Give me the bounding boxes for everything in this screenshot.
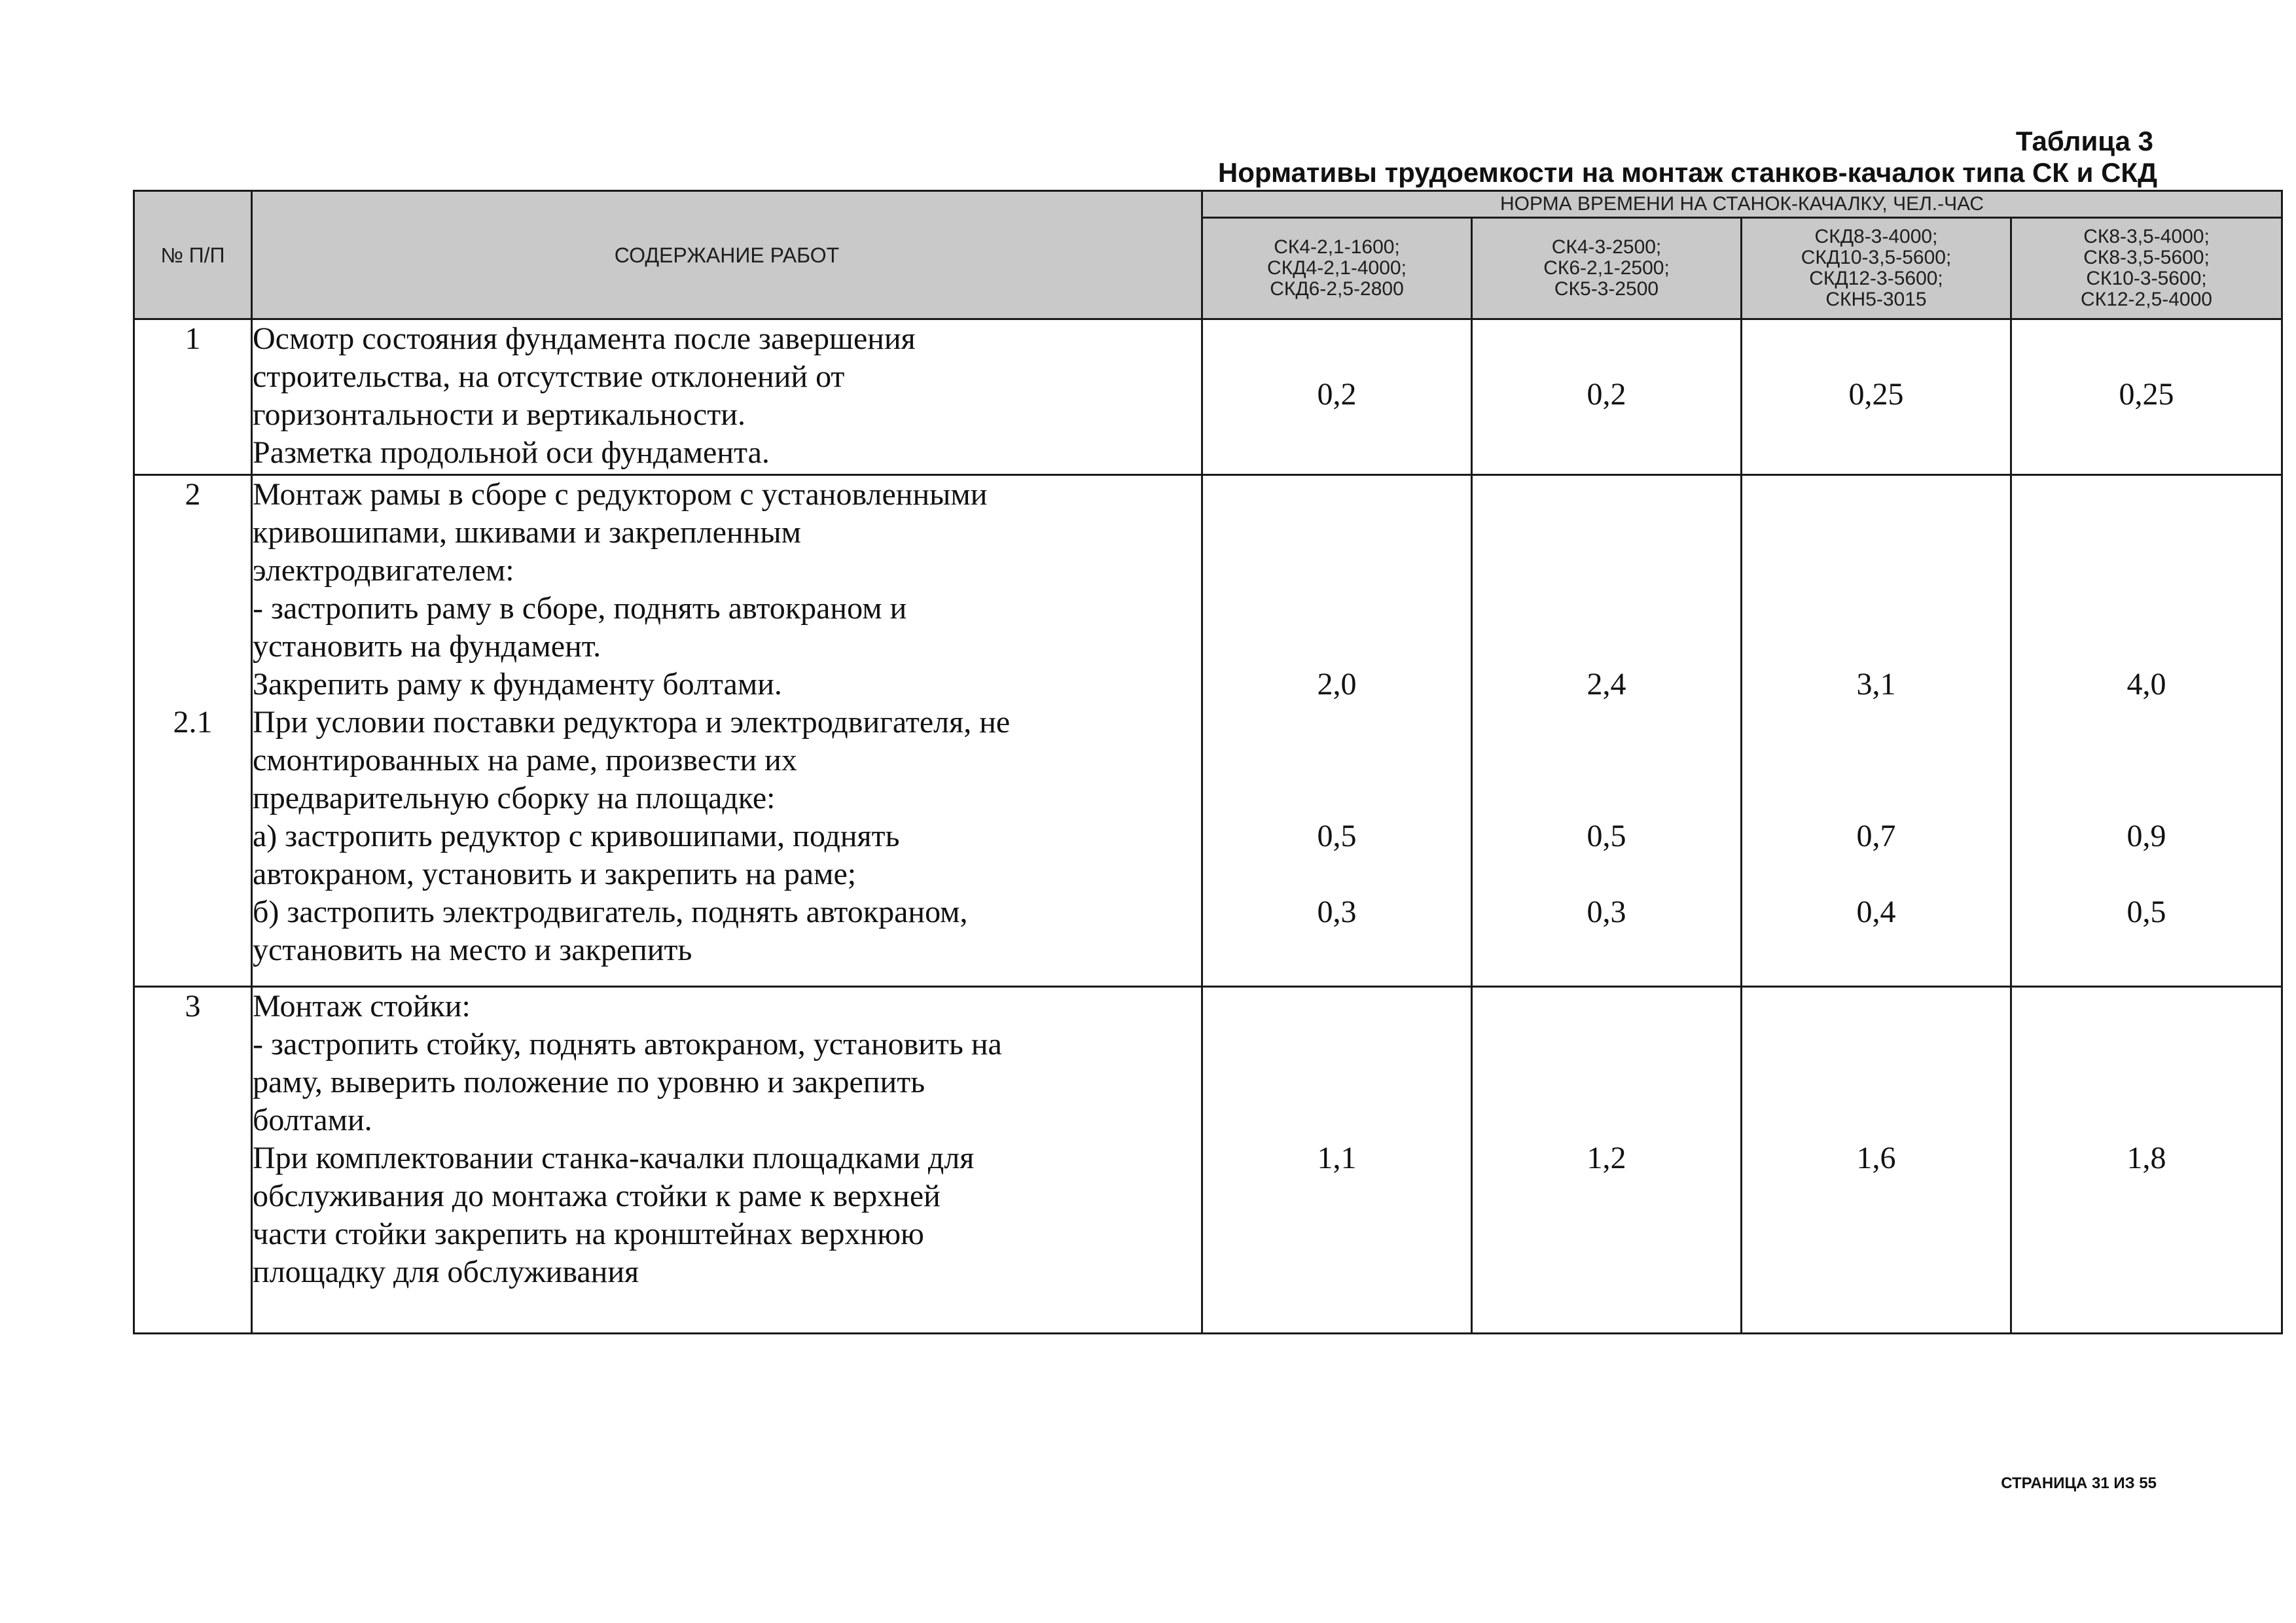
norm-value: 1,1 xyxy=(1202,987,1472,1334)
table-row xyxy=(134,475,2282,987)
work-line: предварительную сборку на площадке: xyxy=(253,781,776,815)
header-col-3-line: СКН5-3015 xyxy=(1825,289,1927,310)
header-col-2-line: СК4-3-2500; xyxy=(1551,236,1662,258)
norm-value: 0,2 xyxy=(1472,319,1742,475)
header-col-4-line: СК10-3-5600; xyxy=(2086,268,2207,289)
header-col-2-line: СК6-2,1-2500; xyxy=(1543,257,1670,279)
work-line: Монтаж рамы в сборе с редуктором с установленными xyxy=(253,477,988,512)
header-col-3 xyxy=(1742,218,2011,319)
header-col-4 xyxy=(2011,218,2282,319)
work-line: а) застропить редуктор с кривошипами, поднять xyxy=(253,819,900,853)
table-title: Нормативы трудоемкости на монтаж станков-качалок типа СК и СКД xyxy=(1217,157,2157,188)
work-line: При комплектовании станка-качалки площадками для xyxy=(253,1141,975,1175)
norm-value-a: 0,5 xyxy=(1317,819,1357,853)
norm-value-b: 0,4 xyxy=(1856,895,1896,929)
work-line: строительства, на отсутствие отклонений от xyxy=(253,359,845,394)
norm-value-a: 0,7 xyxy=(1856,819,1896,853)
work-description xyxy=(252,475,1202,987)
norm-value: 3,1 xyxy=(1856,667,1896,702)
norm-value: 2,0 xyxy=(1317,667,1357,702)
row-number: 1 xyxy=(134,319,252,475)
norm-value: 4,0 xyxy=(2126,667,2166,702)
norm-value-cell xyxy=(1472,475,1742,987)
header-col-1-line: СКД4-2,1-4000; xyxy=(1267,257,1407,279)
work-line: электродвигателем: xyxy=(253,553,514,588)
norm-value: 0,25 xyxy=(2011,319,2282,475)
norm-value-cell xyxy=(1202,475,1472,987)
work-line: части стойки закрепить на кронштейнах верхнюю xyxy=(253,1217,924,1251)
work-line: болтами. xyxy=(253,1103,372,1137)
work-line: Монтаж стойки: xyxy=(253,989,471,1024)
norm-value: 1,6 xyxy=(1742,987,2011,1334)
table-label: Таблица 3 xyxy=(2015,126,2153,156)
work-line: б) застропить электродвигатель, поднять автокраном, xyxy=(253,895,968,929)
row-sub-number: 2.1 xyxy=(173,705,213,740)
header-norm-group: НОРМА ВРЕМЕНИ НА СТАНОК-КАЧАЛКУ, ЧЕЛ.-ЧАС xyxy=(1202,191,2282,218)
header-col-4-line: СК8-3,5-4000; xyxy=(2083,226,2210,247)
norm-value: 2,4 xyxy=(1587,667,1626,702)
norm-value: 1,2 xyxy=(1472,987,1742,1334)
norm-value: 1,8 xyxy=(2011,987,2282,1334)
header-col-1-line: СКД6-2,5-2800 xyxy=(1270,278,1404,300)
norm-value-b: 0,3 xyxy=(1317,895,1357,929)
work-line: Осмотр состояния фундамента после завершения xyxy=(253,321,916,356)
header-col-4-line: СК8-3,5-5600; xyxy=(2083,247,2210,268)
work-line: При условии поставки редуктора и электродвигателя, не xyxy=(253,705,1011,740)
norm-value-cell xyxy=(1742,475,2011,987)
norm-value: 0,25 xyxy=(1742,319,2011,475)
header-col-2 xyxy=(1472,218,1742,319)
norm-value-b: 0,3 xyxy=(1587,895,1626,929)
norm-value-cell xyxy=(2011,475,2282,987)
work-line: смонтированных на раме, произвести их xyxy=(253,743,797,777)
norm-value-a: 0,5 xyxy=(1587,819,1626,853)
work-line: раму, выверить положение по уровню и закрепить xyxy=(253,1065,925,1099)
row-number: 2 xyxy=(185,477,201,512)
work-line: обслуживания до монтажа стойки к раме к верхней xyxy=(253,1179,941,1213)
table-row xyxy=(134,319,2282,475)
header-work: СОДЕРЖАНИЕ РАБОТ xyxy=(252,191,1202,319)
norm-value: 0,2 xyxy=(1202,319,1472,475)
work-line: установить на место и закрепить xyxy=(253,933,692,967)
header-col-2-line: СК5-3-2500 xyxy=(1554,278,1659,300)
work-line: - застропить раму в сборе, поднять автокраном и xyxy=(253,591,907,626)
header-num: № П/П xyxy=(134,191,252,319)
work-description xyxy=(252,319,1202,475)
row-number: 3 xyxy=(134,987,252,1334)
row-number-cell xyxy=(134,475,252,987)
work-line: площадку для обслуживания xyxy=(253,1255,639,1289)
work-line: горизонтальности и вертикальности. xyxy=(253,397,745,432)
page-number: СТРАНИЦА 31 ИЗ 55 xyxy=(2001,1474,2157,1492)
work-description xyxy=(252,987,1202,1334)
work-line: автокраном, установить и закрепить на раме; xyxy=(253,857,857,891)
header-col-1-line: СК4-2,1-1600; xyxy=(1274,236,1400,258)
header-col-3-line: СКД8-3-4000; xyxy=(1814,226,1938,247)
header-col-3-line: СКД10-3,5-5600; xyxy=(1801,247,1952,268)
work-line: установить на фундамент. xyxy=(253,629,601,664)
header-col-4-line: СК12-2,5-4000 xyxy=(2081,289,2212,310)
table-row xyxy=(134,987,2282,1334)
norms-table xyxy=(133,190,2283,1334)
work-line: кривошипами, шкивами и закрепленным xyxy=(253,515,801,550)
work-line: Разметка продольной оси фундамента. xyxy=(253,435,770,470)
work-line: Закрепить раму к фундаменту болтами. xyxy=(253,667,782,702)
norm-value-b: 0,5 xyxy=(2126,895,2166,929)
header-col-3-line: СКД12-3-5600; xyxy=(1809,268,1943,289)
norm-value-a: 0,9 xyxy=(2126,819,2166,853)
header-col-1 xyxy=(1202,218,1472,319)
work-line: - застропить стойку, поднять автокраном, установить на xyxy=(253,1027,1002,1061)
